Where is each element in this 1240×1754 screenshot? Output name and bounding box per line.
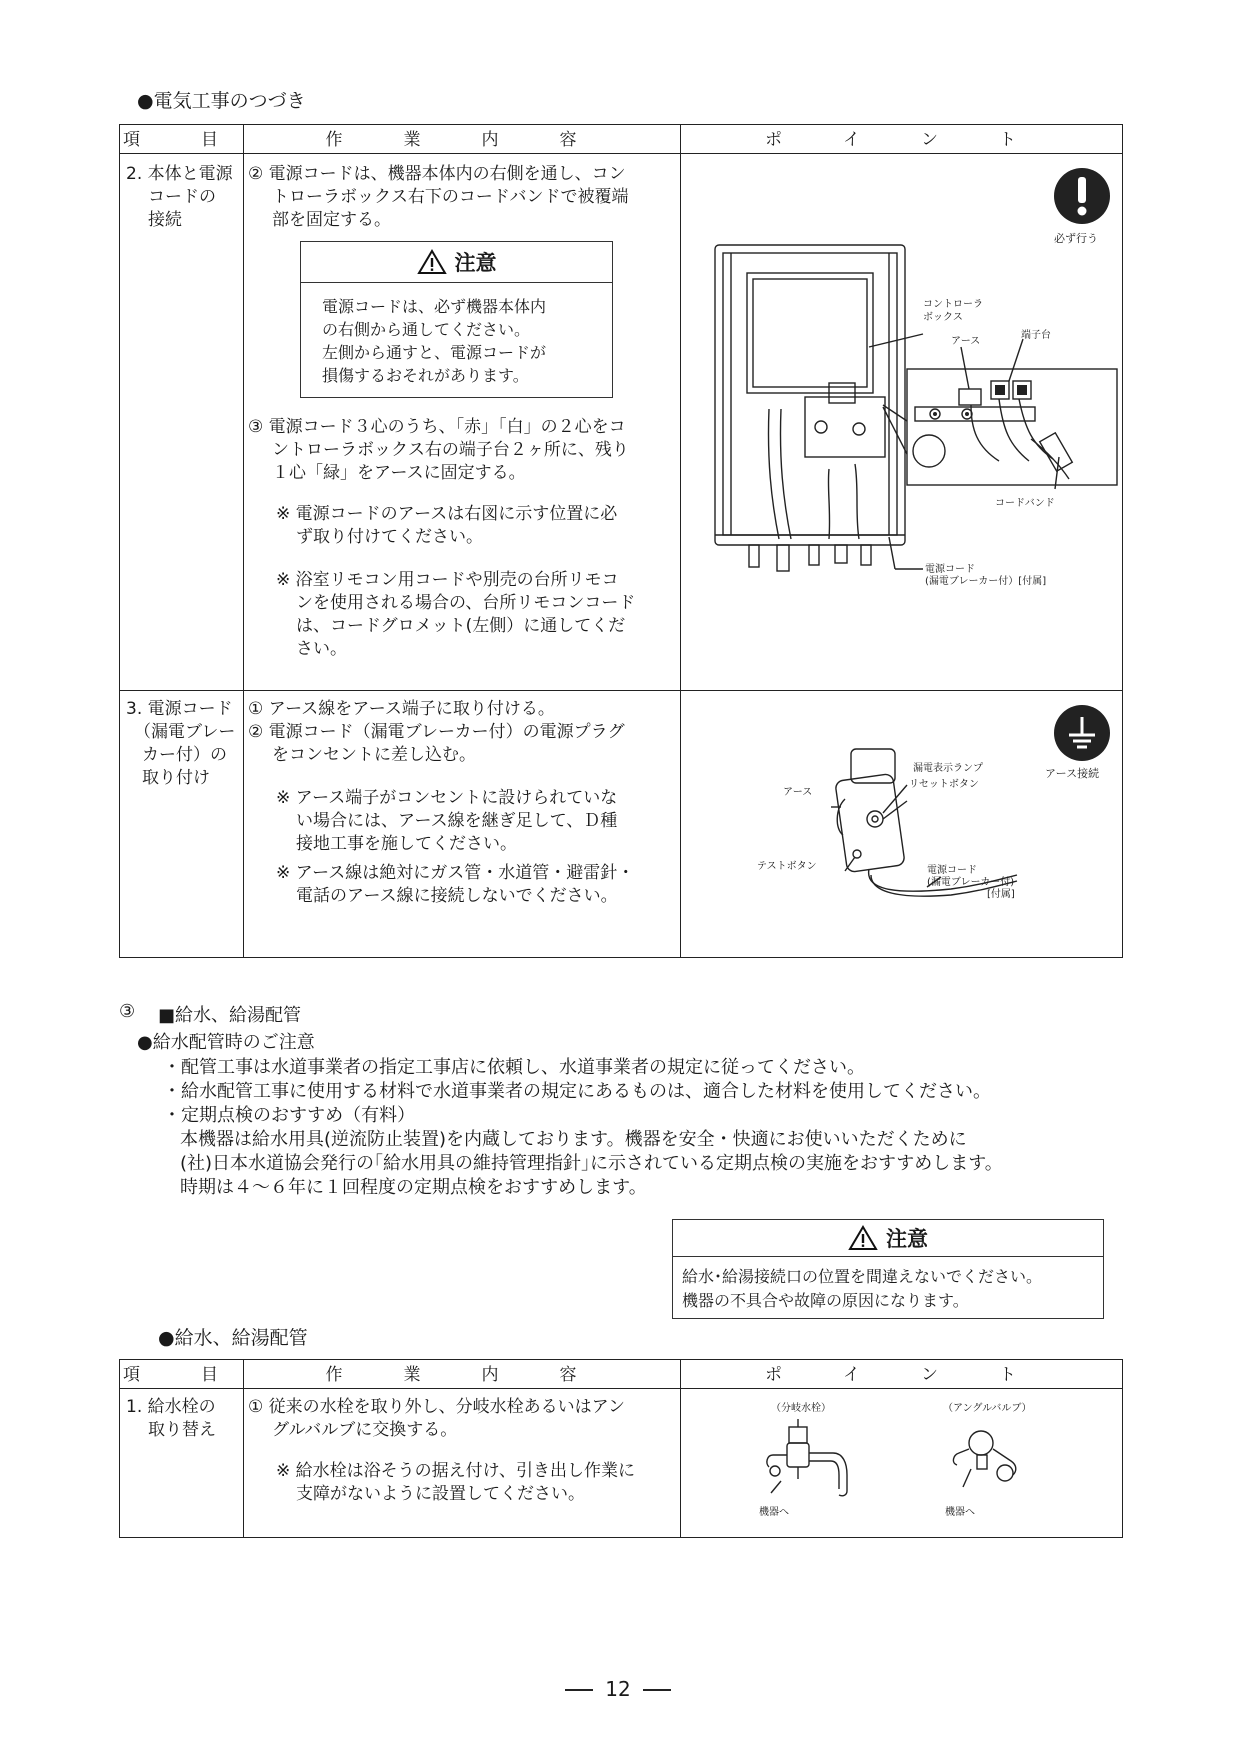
label-earth: アース: [951, 336, 981, 347]
section-heading-water-piping: ●給水、給湯配管: [158, 1327, 308, 1349]
electrical-work-table: [119, 124, 1123, 958]
section-number: ③: [119, 1001, 136, 1022]
caution-title: 注意: [886, 1227, 928, 1251]
earth-ground-icon: [1054, 705, 1110, 761]
warning-triangle-icon: [848, 1225, 878, 1251]
branch-faucet-drawing: [759, 1419, 869, 1509]
table-row-work-cell: ② 電源コードは、機器本体内の右側を通し、コン トローラボックス右下のコードバンドで被覆端 部を固定する。 注意 電源コードは、必ず機器本体内 の右側から通してください。 左側から通すと、電源コードが 損傷するおそれがあります。 ③ 電源コード３心のうち、「赤」「白」の２心をコ ントローラボックス右の端子台２ヶ所に、残り １心「緑」をアースに固定する。 ※ 電源コードのアースは右図に示す位置に必 ず取り付けてください。 ※ 浴室リモコン用コードや別売の台所リモコ ンを使用される場合の、台所リモコンコード は、コードグロメット(左側）に通してくだ さい。: [244, 154, 681, 691]
must-do-icon: [1054, 168, 1110, 224]
warning-triangle-icon: [417, 249, 447, 275]
column-header-work: 作 業 内 容: [244, 125, 681, 154]
page-number: 12: [557, 1677, 677, 1701]
label-test-button: テストボタン: [757, 861, 817, 872]
section-heading-electrical: ●電気工事のつづき: [137, 90, 306, 112]
column-header-item: 項 目: [120, 125, 244, 154]
column-header-work: 作 業 内 容: [244, 1360, 681, 1389]
column-header-item: 項 目: [120, 1360, 244, 1389]
label-leak-lamp: 漏電表示ランプ: [913, 763, 983, 774]
subheading-piping-caution: ●給水配管時のご注意: [137, 1032, 315, 1053]
table-row-item-cell: 2. 本体と電源 コードの 接続: [120, 154, 244, 691]
earth-connection-caption: アース接続: [1045, 767, 1100, 780]
unit-wiring-diagram: [709, 239, 1121, 589]
table-row-point-cell: [681, 154, 1123, 691]
label-reset-button: リセットボタン: [909, 779, 979, 790]
table-row-point-cell: [681, 1389, 1123, 1538]
caution-box-power-cord: 注意 電源コードは、必ず機器本体内 の右側から通してください。 左側から通すと、電源コードが 損傷するおそれがあります。: [300, 241, 613, 398]
water-piping-table: [119, 1359, 1123, 1538]
table-row-work-cell: ① アース線をアース端子に取り付ける。 ② 電源コード（漏電ブレーカー付）の電源プラグ をコンセントに差し込む。 ※ アース端子がコンセントに設けられていな い場合には、アース線を継ぎ足して、Ｄ種 接地工事を施してください。 ※ アース線は絶対にガス管・水道管・避雷針・ 電話のアース線に接続しないでください。: [244, 691, 681, 958]
section-title-water-supply: ■給水、給湯配管: [158, 1005, 302, 1026]
label-power-cord: 電源コード: [925, 564, 975, 575]
angle-valve-drawing: [941, 1419, 1041, 1509]
label-power-cord-note: (漏電ブレーカー付）[付属]: [925, 576, 1047, 587]
table-row-work-cell: ① 従来の水栓を取り外し、分岐水栓あるいはアン グルバルブに交換する。 ※ 給水栓は浴そうの据え付け、引き出し作業に 支障がないように設置してください。: [244, 1389, 681, 1538]
label-box: ボックス: [923, 312, 963, 323]
label-cord-band: コードバンド: [995, 498, 1055, 509]
label-branch-faucet: （分岐水栓）: [771, 1403, 831, 1414]
label-angle-valve: （アングルバルブ）: [943, 1403, 1032, 1414]
must-do-caption: 必ず行う: [1054, 232, 1098, 245]
label-earth-wire: アース: [783, 787, 813, 798]
column-header-point: ポ イ ン ト: [681, 1360, 1123, 1389]
label-power-cord-note-2: (漏電ブレーカー付): [927, 877, 1015, 888]
label-controller: コントローラ: [923, 299, 983, 310]
table-row-point-cell: [681, 691, 1123, 958]
label-power-cord-2: 電源コード: [927, 865, 977, 876]
column-header-point: ポ イ ン ト: [681, 125, 1123, 154]
caution-title: 注意: [454, 251, 497, 275]
label-terminal: 端子台: [1021, 330, 1051, 341]
label-attached: [付属]: [987, 889, 1015, 900]
caution-box-connection: 注意 給水･給湯接続口の位置を間違えないでください。 機器の不具合や故障の原因になります。: [672, 1219, 1104, 1319]
table-row-item-cell: 3. 電源コード （漏電ブレー カー付）の 取り付け: [120, 691, 244, 958]
table-row-item-cell: 1. 給水栓の 取り替え: [120, 1389, 244, 1538]
label-to-unit-1: 機器へ: [759, 1507, 789, 1518]
label-to-unit-2: 機器へ: [945, 1507, 975, 1518]
